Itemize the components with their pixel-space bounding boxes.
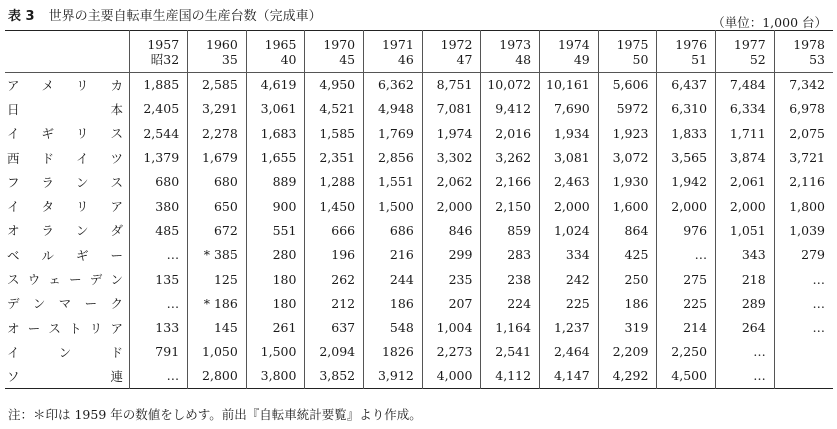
value-cell: 2,062 bbox=[422, 170, 481, 194]
value-cell: 3,061 bbox=[246, 97, 305, 121]
western-year: 1972 bbox=[440, 36, 473, 52]
value-cell: 900 bbox=[246, 194, 305, 218]
showa-year: 35 bbox=[221, 51, 238, 67]
showa-year: 51 bbox=[691, 51, 708, 67]
western-year: 1971 bbox=[381, 36, 414, 52]
year-header bbox=[305, 31, 364, 73]
country-name: オ ー ス ト リ ア bbox=[7, 320, 123, 336]
value-cell: 1,024 bbox=[540, 218, 599, 242]
showa-year: 40 bbox=[280, 51, 297, 67]
country-cell bbox=[5, 170, 129, 194]
value-cell: 214 bbox=[657, 315, 716, 339]
western-year: 1977 bbox=[733, 36, 766, 52]
value-cell: 262 bbox=[305, 267, 364, 291]
table-row bbox=[5, 121, 833, 145]
value-cell: 680 bbox=[129, 170, 188, 194]
country-cell bbox=[5, 121, 129, 145]
value-cell: 672 bbox=[188, 218, 247, 242]
unit-label: （単位：1,000 台） bbox=[712, 15, 827, 30]
value-cell: 6,362 bbox=[364, 73, 423, 97]
year-header bbox=[422, 31, 481, 73]
table-row bbox=[5, 315, 833, 339]
value-cell: 4,292 bbox=[598, 364, 657, 388]
value-cell: 1,934 bbox=[540, 121, 599, 145]
value-cell: 976 bbox=[657, 218, 716, 242]
value-cell: 10,161 bbox=[540, 73, 599, 97]
value-cell: 3,912 bbox=[364, 364, 423, 388]
value-cell: 145 bbox=[188, 315, 247, 339]
table-row bbox=[5, 243, 833, 267]
value-cell: 1,237 bbox=[540, 315, 599, 339]
western-year: 1976 bbox=[675, 36, 708, 52]
value-cell: 180 bbox=[246, 291, 305, 315]
value-cell: 1,600 bbox=[598, 194, 657, 218]
value-cell: 6,978 bbox=[774, 97, 833, 121]
value-cell: 261 bbox=[246, 315, 305, 339]
value-cell: 218 bbox=[716, 267, 775, 291]
value-cell: 3,262 bbox=[481, 145, 540, 169]
western-year: 1974 bbox=[557, 36, 590, 52]
value-cell: 2,541 bbox=[481, 340, 540, 364]
value-cell: 299 bbox=[422, 243, 481, 267]
value-cell: 2,856 bbox=[364, 145, 423, 169]
table-row bbox=[5, 97, 833, 121]
value-cell: 224 bbox=[481, 291, 540, 315]
value-cell: 196 bbox=[305, 243, 364, 267]
value-cell: 1,450 bbox=[305, 194, 364, 218]
value-cell: 212 bbox=[305, 291, 364, 315]
value-cell: 135 bbox=[129, 267, 188, 291]
country-name: 日 本 bbox=[7, 101, 123, 117]
value-cell: 548 bbox=[364, 315, 423, 339]
table-row bbox=[5, 340, 833, 364]
table-row bbox=[5, 194, 833, 218]
footnote: 注：＊印は 1959 年の数値をしめす。前出『自転車統計要覧』より作成。 bbox=[8, 407, 422, 422]
value-cell: 7,342 bbox=[774, 73, 833, 97]
value-cell: 244 bbox=[364, 267, 423, 291]
western-year: 1970 bbox=[323, 36, 356, 52]
year-header bbox=[364, 31, 423, 73]
value-cell: … bbox=[129, 291, 188, 315]
country-name: デ ン マ ー ク bbox=[7, 296, 123, 312]
value-cell: 6,310 bbox=[657, 97, 716, 121]
country-cell bbox=[5, 194, 129, 218]
year-header bbox=[129, 31, 188, 73]
value-cell: 343 bbox=[716, 243, 775, 267]
table-number: 表 3 bbox=[8, 9, 35, 24]
value-cell: 666 bbox=[305, 218, 364, 242]
value-cell: 235 bbox=[422, 267, 481, 291]
value-cell: 2,000 bbox=[716, 194, 775, 218]
value-cell: 2,800 bbox=[188, 364, 247, 388]
value-cell: 10,072 bbox=[481, 73, 540, 97]
table-row bbox=[5, 170, 833, 194]
value-cell: 125 bbox=[188, 267, 247, 291]
value-cell: 4,000 bbox=[422, 364, 481, 388]
showa-year: 49 bbox=[573, 51, 590, 67]
value-cell: 2,094 bbox=[305, 340, 364, 364]
value-cell: * 385 bbox=[188, 243, 247, 267]
value-cell: 319 bbox=[598, 315, 657, 339]
value-cell: 2,544 bbox=[129, 121, 188, 145]
value-cell: 2,061 bbox=[716, 170, 775, 194]
value-cell: 6,437 bbox=[657, 73, 716, 97]
value-cell: 2,000 bbox=[422, 194, 481, 218]
value-cell: 3,081 bbox=[540, 145, 599, 169]
country-cell bbox=[5, 218, 129, 242]
value-cell: 3,565 bbox=[657, 145, 716, 169]
value-cell: 4,147 bbox=[540, 364, 599, 388]
country-cell bbox=[5, 145, 129, 169]
showa-year: 45 bbox=[339, 51, 356, 67]
header-row bbox=[5, 31, 833, 73]
country-cell bbox=[5, 73, 129, 97]
value-cell: 1,974 bbox=[422, 121, 481, 145]
value-cell: 2,150 bbox=[481, 194, 540, 218]
country-name: ア メ リ カ bbox=[7, 77, 123, 93]
country-cell bbox=[5, 340, 129, 364]
country-name: 西 ド イ ツ bbox=[7, 150, 123, 166]
value-cell: 2,000 bbox=[540, 194, 599, 218]
value-cell: 2,273 bbox=[422, 340, 481, 364]
value-cell: 680 bbox=[188, 170, 247, 194]
value-cell: 4,619 bbox=[246, 73, 305, 97]
value-cell: 283 bbox=[481, 243, 540, 267]
country-name: ス ウ ェ ー デ ン bbox=[7, 272, 123, 288]
value-cell: 859 bbox=[481, 218, 540, 242]
western-year: 1960 bbox=[206, 36, 238, 52]
value-cell: 864 bbox=[598, 218, 657, 242]
value-cell: … bbox=[774, 315, 833, 339]
western-year: 1973 bbox=[499, 36, 532, 52]
western-year: 1975 bbox=[616, 36, 649, 52]
value-cell: 275 bbox=[657, 267, 716, 291]
table-row bbox=[5, 145, 833, 169]
value-cell: 2,075 bbox=[774, 121, 833, 145]
value-cell: 1,004 bbox=[422, 315, 481, 339]
value-cell: 242 bbox=[540, 267, 599, 291]
value-cell: … bbox=[129, 243, 188, 267]
table-row bbox=[5, 267, 833, 291]
value-cell: 791 bbox=[129, 340, 188, 364]
value-cell: 485 bbox=[129, 218, 188, 242]
value-cell: 7,081 bbox=[422, 97, 481, 121]
year-header bbox=[774, 31, 833, 73]
value-cell: 4,112 bbox=[481, 364, 540, 388]
value-cell: 334 bbox=[540, 243, 599, 267]
showa-year: 46 bbox=[397, 51, 414, 67]
showa-year: 53 bbox=[809, 51, 825, 67]
country-cell bbox=[5, 364, 129, 388]
year-header bbox=[188, 31, 247, 73]
value-cell: 4,950 bbox=[305, 73, 364, 97]
showa-year: 50 bbox=[632, 51, 649, 67]
value-cell: … bbox=[657, 243, 716, 267]
corner-cell bbox=[5, 31, 129, 73]
country-name: フ ラ ン ス bbox=[7, 174, 123, 190]
value-cell: 1826 bbox=[364, 340, 423, 364]
value-cell: 2,351 bbox=[305, 145, 364, 169]
production-table bbox=[5, 30, 833, 389]
value-cell: … bbox=[716, 364, 775, 388]
western-year: 1957 bbox=[147, 36, 180, 52]
value-cell: 6,334 bbox=[716, 97, 775, 121]
value-cell: 846 bbox=[422, 218, 481, 242]
showa-year: 昭32 bbox=[150, 51, 180, 67]
value-cell: 2,209 bbox=[598, 340, 657, 364]
value-cell: … bbox=[716, 340, 775, 364]
showa-year: 48 bbox=[515, 51, 532, 67]
value-cell: 5,606 bbox=[598, 73, 657, 97]
value-cell: 3,072 bbox=[598, 145, 657, 169]
value-cell: 4,521 bbox=[305, 97, 364, 121]
value-cell: 1,500 bbox=[364, 194, 423, 218]
value-cell: 207 bbox=[422, 291, 481, 315]
value-cell: 1,039 bbox=[774, 218, 833, 242]
country-cell bbox=[5, 291, 129, 315]
country-cell bbox=[5, 243, 129, 267]
country-name: ソ 連 bbox=[7, 368, 123, 384]
value-cell: 264 bbox=[716, 315, 775, 339]
value-cell: * 186 bbox=[188, 291, 247, 315]
value-cell: 1,923 bbox=[598, 121, 657, 145]
value-cell: 3,874 bbox=[716, 145, 775, 169]
value-cell: 279 bbox=[774, 243, 833, 267]
table-title-text: 世界の主要自転車生産国の生産台数（完成車） bbox=[48, 9, 322, 24]
value-cell: 7,690 bbox=[540, 97, 599, 121]
value-cell: 3,852 bbox=[305, 364, 364, 388]
showa-year: 47 bbox=[456, 51, 473, 67]
value-cell: 3,721 bbox=[774, 145, 833, 169]
value-cell: 186 bbox=[598, 291, 657, 315]
value-cell: … bbox=[774, 267, 833, 291]
value-cell: 238 bbox=[481, 267, 540, 291]
value-cell: 3,291 bbox=[188, 97, 247, 121]
value-cell: 1,679 bbox=[188, 145, 247, 169]
value-cell: 180 bbox=[246, 267, 305, 291]
year-header bbox=[716, 31, 775, 73]
value-cell: 7,484 bbox=[716, 73, 775, 97]
western-year: 1965 bbox=[264, 36, 297, 52]
value-cell: 425 bbox=[598, 243, 657, 267]
value-cell: 380 bbox=[129, 194, 188, 218]
country-name: イ ン ド bbox=[7, 344, 123, 360]
value-cell: 1,551 bbox=[364, 170, 423, 194]
value-cell: 2,405 bbox=[129, 97, 188, 121]
value-cell: 1,050 bbox=[188, 340, 247, 364]
value-cell: 8,751 bbox=[422, 73, 481, 97]
table-title bbox=[8, 5, 322, 24]
value-cell: 3,800 bbox=[246, 364, 305, 388]
value-cell: 9,412 bbox=[481, 97, 540, 121]
value-cell: 1,585 bbox=[305, 121, 364, 145]
value-cell: 1,379 bbox=[129, 145, 188, 169]
table-body bbox=[5, 73, 833, 389]
value-cell: 250 bbox=[598, 267, 657, 291]
value-cell: 3,302 bbox=[422, 145, 481, 169]
value-cell: 2,016 bbox=[481, 121, 540, 145]
country-cell bbox=[5, 267, 129, 291]
value-cell: 1,655 bbox=[246, 145, 305, 169]
showa-year: 52 bbox=[749, 51, 766, 67]
value-cell: 2,000 bbox=[657, 194, 716, 218]
country-cell bbox=[5, 97, 129, 121]
year-header bbox=[598, 31, 657, 73]
table-row bbox=[5, 291, 833, 315]
value-cell: 1,800 bbox=[774, 194, 833, 218]
value-cell: 889 bbox=[246, 170, 305, 194]
value-cell: 686 bbox=[364, 218, 423, 242]
value-cell: 1,885 bbox=[129, 73, 188, 97]
value-cell: 2,463 bbox=[540, 170, 599, 194]
value-cell: … bbox=[774, 291, 833, 315]
value-cell: 1,164 bbox=[481, 315, 540, 339]
value-cell: 637 bbox=[305, 315, 364, 339]
value-cell: 650 bbox=[188, 194, 247, 218]
value-cell: 1,833 bbox=[657, 121, 716, 145]
value-cell: 1,711 bbox=[716, 121, 775, 145]
value-cell: 4,500 bbox=[657, 364, 716, 388]
value-cell: 186 bbox=[364, 291, 423, 315]
value-cell: 1,500 bbox=[246, 340, 305, 364]
value-cell: 225 bbox=[657, 291, 716, 315]
value-cell: 225 bbox=[540, 291, 599, 315]
value-cell: 5972 bbox=[598, 97, 657, 121]
value-cell: 2,250 bbox=[657, 340, 716, 364]
country-name: オ ラ ン ダ bbox=[7, 223, 123, 239]
value-cell: 1,288 bbox=[305, 170, 364, 194]
value-cell: 1,051 bbox=[716, 218, 775, 242]
value-cell: 2,166 bbox=[481, 170, 540, 194]
country-name: ベ ル ギ ー bbox=[7, 247, 123, 263]
value-cell: … bbox=[129, 364, 188, 388]
value-cell: 1,769 bbox=[364, 121, 423, 145]
value-cell: 216 bbox=[364, 243, 423, 267]
country-cell bbox=[5, 315, 129, 339]
table-row bbox=[5, 73, 833, 97]
year-header bbox=[246, 31, 305, 73]
value-cell: 2,464 bbox=[540, 340, 599, 364]
value-cell: 133 bbox=[129, 315, 188, 339]
value-cell: 4,948 bbox=[364, 97, 423, 121]
table-row bbox=[5, 218, 833, 242]
table-row bbox=[5, 364, 833, 388]
value-cell: 1,683 bbox=[246, 121, 305, 145]
value-cell: 1,930 bbox=[598, 170, 657, 194]
value-cell: 2,585 bbox=[188, 73, 247, 97]
value-cell bbox=[774, 340, 833, 364]
year-header bbox=[657, 31, 716, 73]
year-header bbox=[481, 31, 540, 73]
value-cell: 289 bbox=[716, 291, 775, 315]
year-header bbox=[540, 31, 599, 73]
value-cell: 280 bbox=[246, 243, 305, 267]
value-cell: 2,116 bbox=[774, 170, 833, 194]
country-name: イ タ リ ア bbox=[7, 199, 123, 215]
value-cell: 1,942 bbox=[657, 170, 716, 194]
value-cell: 2,278 bbox=[188, 121, 247, 145]
value-cell: 551 bbox=[246, 218, 305, 242]
value-cell bbox=[774, 364, 833, 388]
country-name: イ ギ リ ス bbox=[7, 126, 123, 142]
western-year: 1978 bbox=[793, 36, 825, 52]
